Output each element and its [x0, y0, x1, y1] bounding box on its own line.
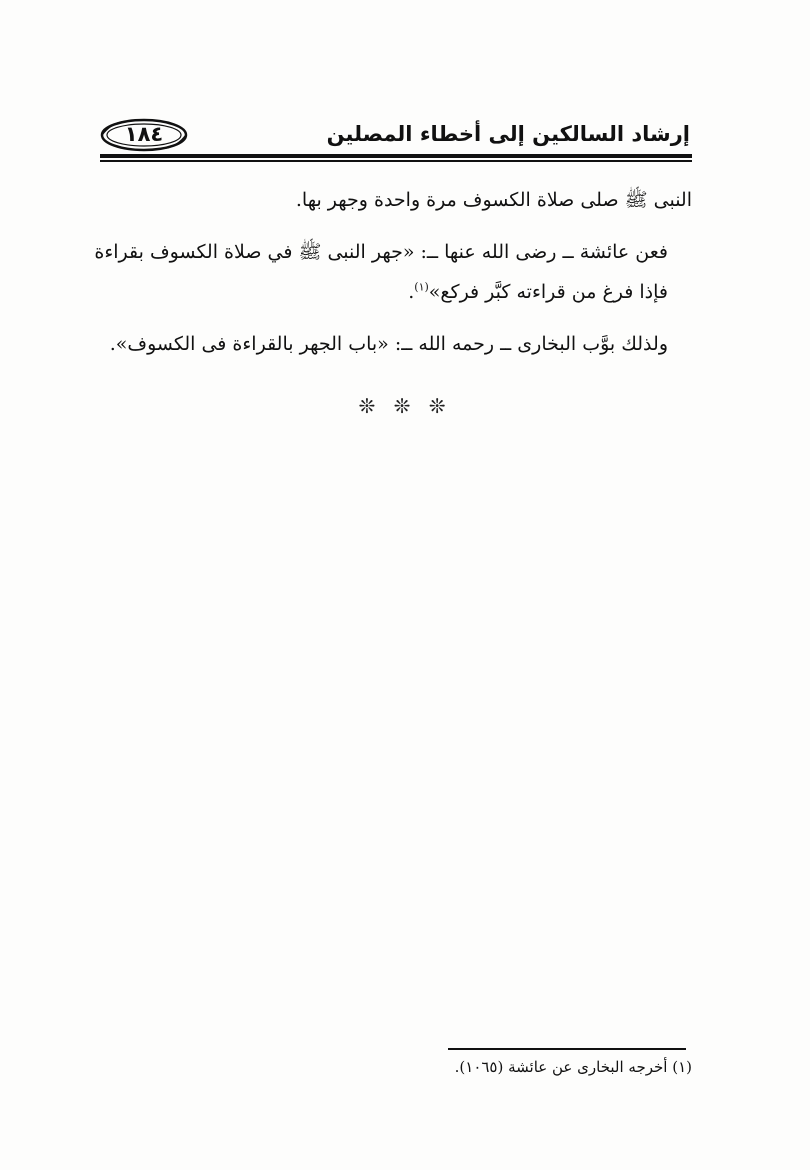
section-divider-ornament: ❊ ❊ ❊ — [358, 394, 452, 418]
paragraph — [100, 180, 692, 220]
running-header — [100, 118, 690, 158]
footnote-reference: (١) — [414, 280, 429, 294]
footnote: (١) أخرجه البخارى عن عائشة (١٠٦٥). — [454, 1058, 692, 1076]
text-line-content: فإذا فرغ من قراءته كبَّر فركع» — [428, 281, 668, 303]
sentence-end: . — [408, 281, 415, 303]
header-rule — [100, 154, 692, 158]
text-line: ولذلك بوَّب البخارى ــ رحمه الله ــ: «باب الجهر بالقراءة فى الكسوف». — [109, 333, 668, 355]
page-number-badge — [100, 118, 188, 152]
text-line: النبى ﷺ صلى صلاة الكسوف مرة واحدة وجهر بها. — [295, 189, 692, 211]
page-number: ١٨٤ — [124, 122, 164, 146]
main-text — [94, 180, 692, 376]
header-rule-thin — [100, 160, 692, 162]
text-line: فعن عائشة ــ رضى الله عنها ــ: «جهر النبى ﷺ في صلاة الكسوف بقراءة — [94, 241, 668, 263]
footnote-separator — [448, 1048, 686, 1050]
text-line — [100, 272, 692, 312]
book-title: إرشاد السالكين إلى أخطاء المصلين — [326, 122, 690, 146]
paragraph — [94, 232, 692, 312]
paragraph — [100, 324, 692, 364]
